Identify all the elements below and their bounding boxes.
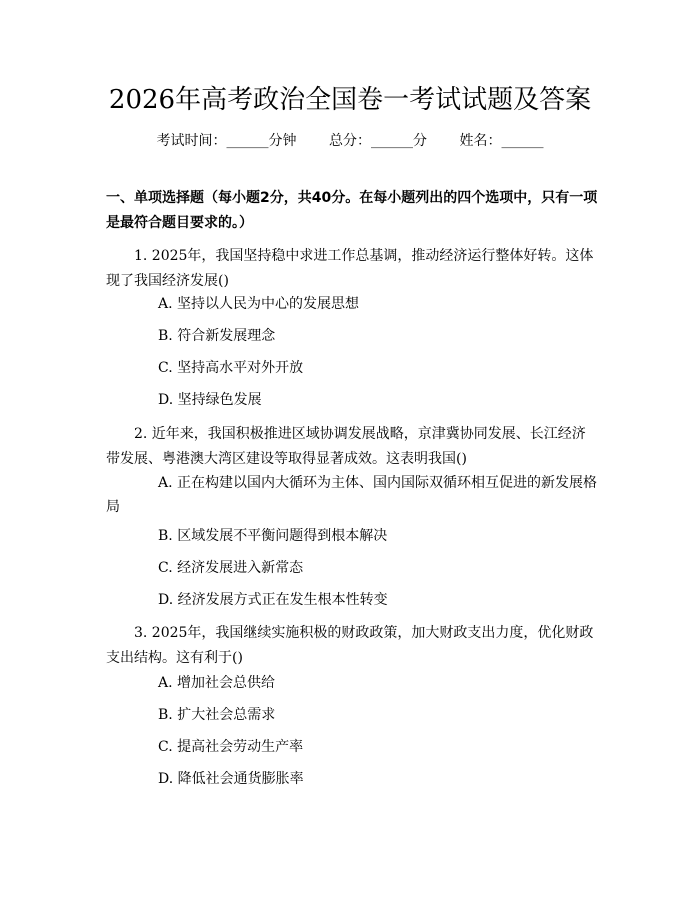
exam-time-field: 考试时间：______分钟 [156, 133, 297, 149]
question-2-option-a: A. 正在构建以国内大循环为主体、国内国际双循环相互促进的新发展格局 [106, 475, 598, 515]
page-title: 2026年高考政治全国卷一考试试题及答案 [108, 85, 592, 115]
student-name-field: 姓名：______ [459, 133, 544, 149]
section-heading: 一、单项选择题（每小题2分，共40分。在每小题列出的四个选项中，只有一项是最符合题目要求的。） [106, 190, 598, 231]
question-2-option-c: C. 经济发展进入新常态 [158, 560, 304, 576]
question-1-stem: 1. 2025年，我国坚持稳中求进工作总基调，推动经济运行整体好转。这体现了我国经济发展() [106, 248, 594, 289]
question-3-option-d: D. 降低社会通货膨胀率 [158, 771, 304, 787]
exam-info-line [0, 131, 700, 151]
question-3-option-a: A. 增加社会总供给 [158, 675, 276, 691]
question-3-stem: 3. 2025年，我国继续实施积极的财政政策，加大财政支出力度，优化财政支出结构。这有利于() [106, 625, 594, 666]
question-1-option-a: A. 坚持以人民为中心的发展思想 [158, 296, 360, 312]
question-2-option-b: B. 区域发展不平衡问题得到根本解决 [158, 528, 388, 544]
question-1-option-d: D. 坚持绿色发展 [158, 392, 262, 408]
question-3-option-b: B. 扩大社会总需求 [158, 707, 276, 723]
question-2-stem: 2. 近年来，我国积极推进区域协调发展战略，京津冀协同发展、长江经济带发展、粤港澳大湾区建设等取得显著成效。这表明我国() [106, 426, 586, 467]
question-2-option-d: D. 经济发展方式正在发生根本性转变 [158, 592, 388, 608]
question-3-option-c: C. 提高社会劳动生产率 [158, 739, 304, 755]
question-1-option-b: B. 符合新发展理念 [158, 328, 276, 344]
question-1-option-c: C. 坚持高水平对外开放 [158, 360, 304, 376]
total-score-field: 总分：______分 [329, 133, 427, 149]
